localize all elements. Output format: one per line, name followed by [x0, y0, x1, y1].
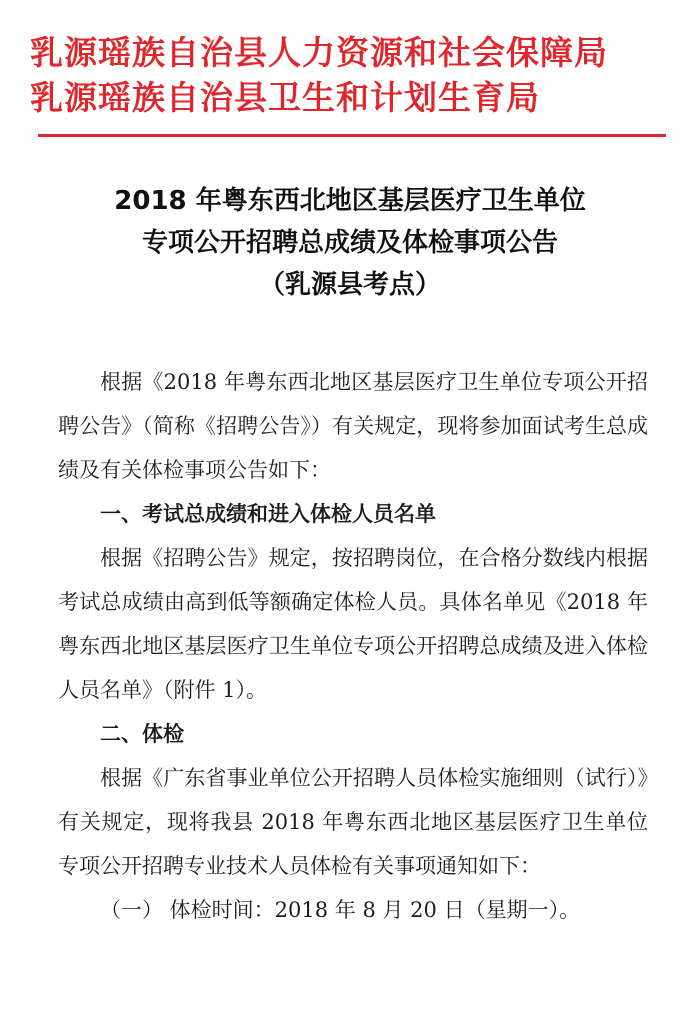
intro-paragraph: 根据《2018 年粤东西北地区基层医疗卫生单位专项公开招聘公告》（简称《招聘公告》）有关规定，现将参加面试考生总成绩及有关体检事项公告如下： — [58, 370, 648, 482]
section-1-paragraph: 根据《招聘公告》规定，按招聘岗位，在合格分数线内根据考试总成绩由高到低等额确定体检人员。具体名单见《2018 年粤东西北地区基层医疗卫生单位专项公开招聘总成绩及进入体检人员名单》（附件 1）。 — [58, 546, 648, 702]
issuing-authorities-header — [30, 30, 670, 120]
title-line-2: 专项公开招聘总成绩及体检事项公告 — [141, 228, 558, 258]
document-body — [58, 360, 648, 932]
title-line-3: （乳源县考点） — [258, 270, 441, 300]
section-2-heading: 二、体检 — [100, 722, 184, 746]
exam-time-item: （一） 体检时间：2018 年 8 月 20 日（星期一）。 — [100, 898, 581, 922]
authority-health-family-planning: 乳源瑶族自治县卫生和计划生育局 — [30, 78, 540, 117]
document-title — [0, 180, 700, 306]
section-1-heading: 一、考试总成绩和进入体检人员名单 — [100, 502, 436, 526]
title-line-1: 2018 年粤东西北地区基层医疗卫生单位 — [114, 186, 586, 216]
red-header-rule — [38, 134, 666, 137]
authority-hr-social-security: 乳源瑶族自治县人力资源和社会保障局 — [30, 33, 608, 72]
section-2-paragraph: 根据《广东省事业单位公开招聘人员体检实施细则（试行）》有关规定，现将我县 2018 年粤东西北地区基层医疗卫生单位专项公开招聘专业技术人员体检有关事项通知如下： — [58, 766, 648, 878]
